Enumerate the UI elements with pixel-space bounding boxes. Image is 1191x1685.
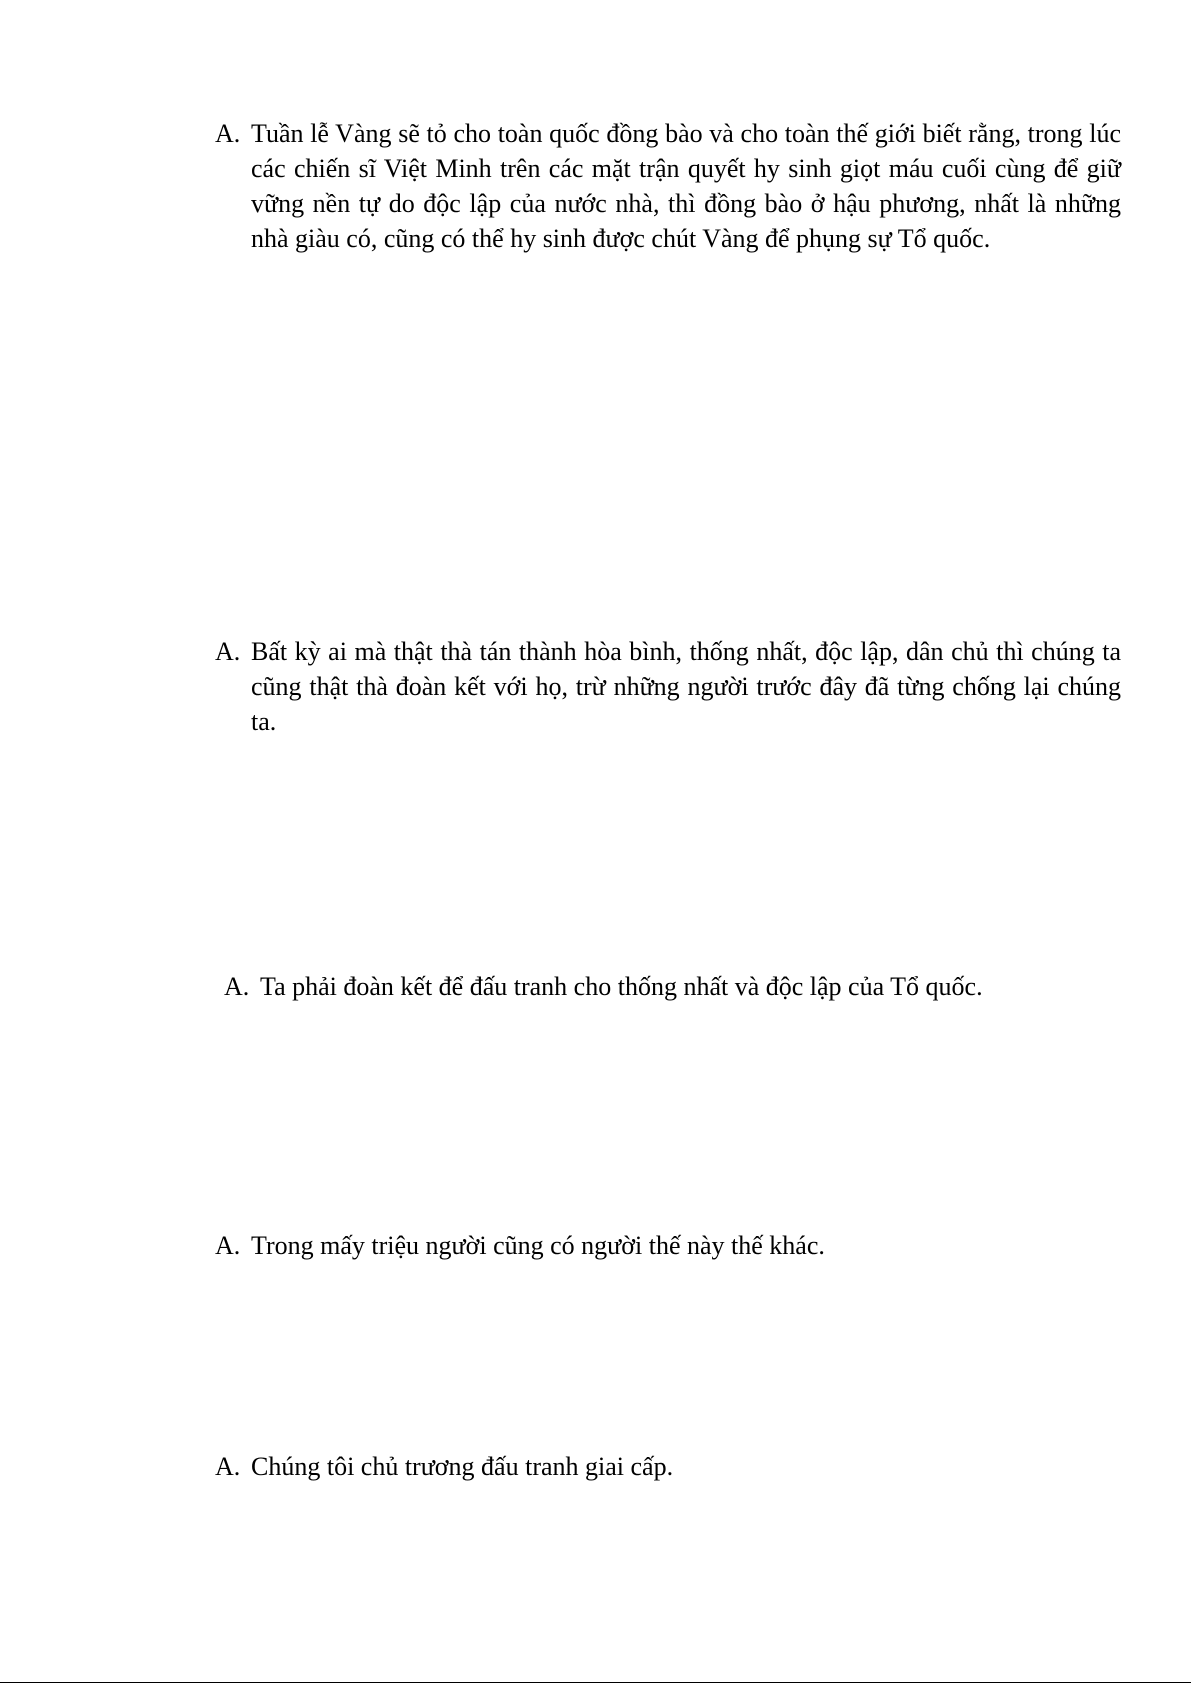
answer-option-5 xyxy=(215,1449,1121,1484)
option-text: Trong mấy triệu người cũng có người thế này thế khác. xyxy=(251,1231,825,1260)
option-marker: A. xyxy=(215,119,241,148)
page-bottom-divider xyxy=(0,1682,1191,1683)
option-text: Bất kỳ ai mà thật thà tán thành hòa bình, thống nhất, độc lập, dân chủ thì chúng ta cũng thật thà đoàn kết với họ, trừ những người trước đây đã từng chống lại chúng ta. xyxy=(251,637,1121,736)
answer-option-1 xyxy=(215,116,1121,256)
option-marker: A. xyxy=(215,1231,241,1260)
option-text: Ta phải đoàn kết để đấu tranh cho thống nhất và độc lập của Tổ quốc. xyxy=(260,972,983,1001)
option-marker: A. xyxy=(224,972,250,1001)
answer-option-2 xyxy=(215,634,1121,739)
answer-option-3 xyxy=(224,969,1121,1004)
option-text: Chúng tôi chủ trương đấu tranh giai cấp. xyxy=(251,1452,674,1481)
option-marker: A. xyxy=(215,637,241,666)
option-marker: A. xyxy=(215,1452,241,1481)
option-text: Tuần lễ Vàng sẽ tỏ cho toàn quốc đồng bào và cho toàn thế giới biết rằng, trong lúc các chiến sĩ Việt Minh trên các mặt trận quyết hy sinh giọt máu cuối cùng để giữ vững nền tự do độc lập của nước nhà, thì đồng bào ở hậu phương, nhất là những nhà giàu có, cũng có thể hy sinh được chút Vàng để phụng sự Tổ quốc. xyxy=(251,119,1121,253)
answer-option-4 xyxy=(215,1228,1121,1263)
